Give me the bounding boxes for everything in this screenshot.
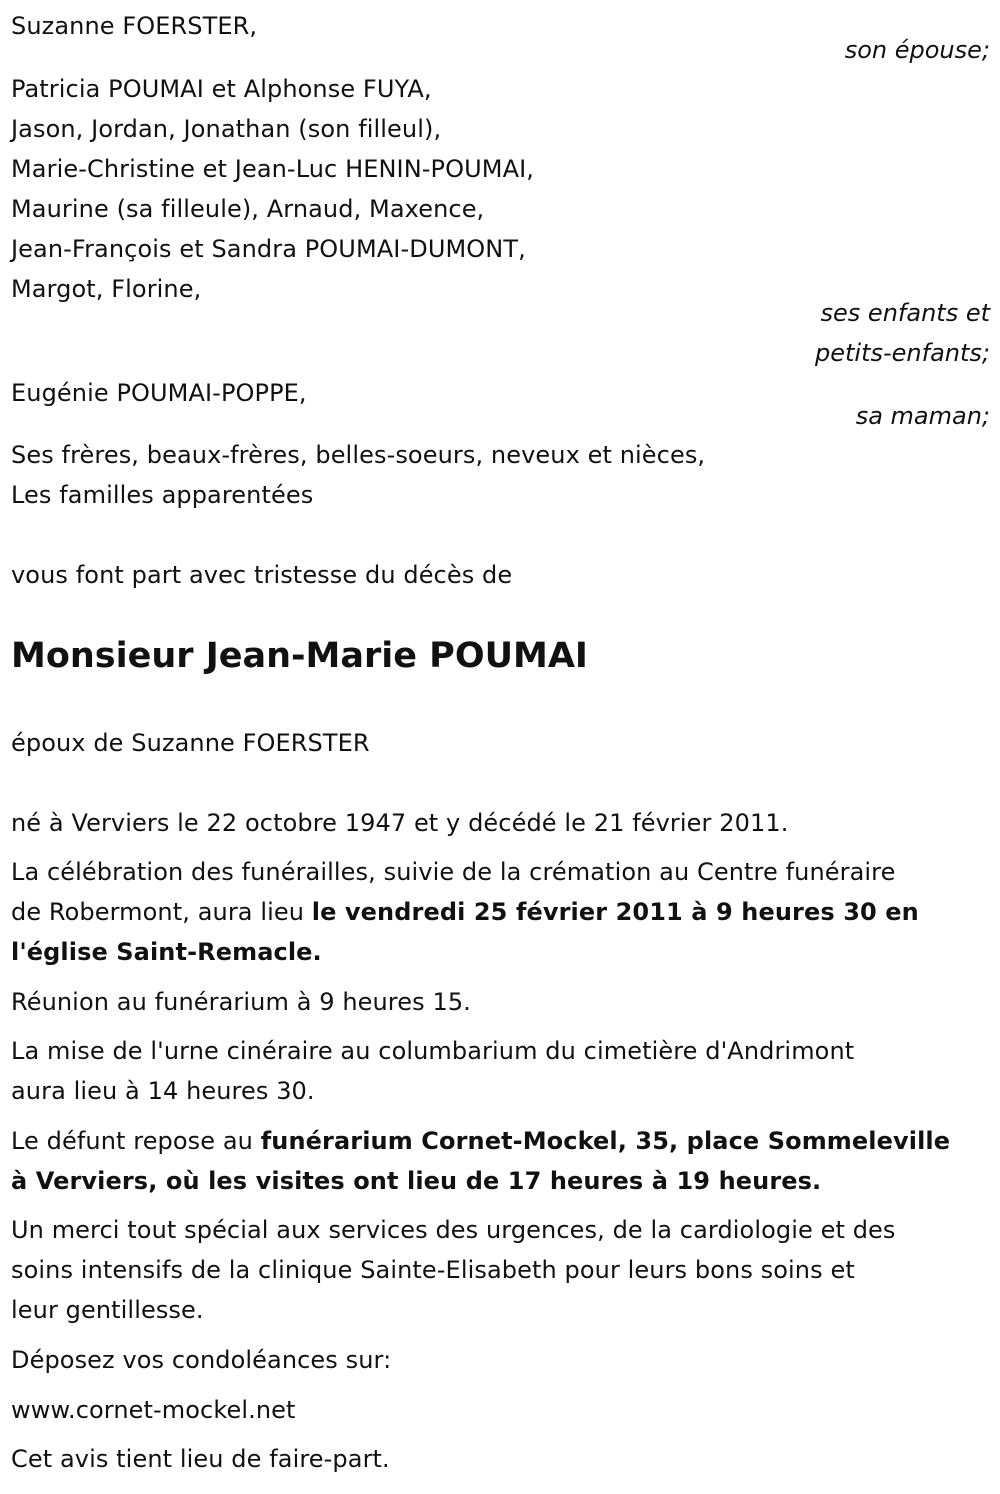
relation-spouse: son épouse; <box>844 36 990 64</box>
family-line-siblings: Ses frères, beaux-frères, belles-soeurs, neveux et nièces, <box>11 441 706 469</box>
family-line-children-3: Marie-Christine et Jean-Luc HENIN-POUMAI, <box>11 155 534 183</box>
thanks-line-3: leur gentillesse. <box>11 1296 204 1324</box>
funeral-line-3 <box>11 932 322 972</box>
meeting-line: Réunion au funérarium à 9 heures 15. <box>11 988 471 1016</box>
family-line-children-4: Maurine (sa filleule), Arnaud, Maxence, <box>11 195 485 223</box>
family-line-children-5: Jean-François et Sandra POUMAI-DUMONT, <box>11 235 526 263</box>
relation-mother: sa maman; <box>855 402 990 430</box>
family-line-children-2: Jason, Jordan, Jonathan (son filleul), <box>11 115 442 143</box>
repose-line-1-bold: funérarium Cornet-Mockel, 35, place Sommeleville <box>260 1127 951 1155</box>
relation-children-2: petits-enfants; <box>815 339 990 367</box>
funeral-line-2 <box>11 892 919 932</box>
repose-line-2-bold: à Verviers, où les visites ont lieu de 17 heures à 19 heures. <box>11 1167 822 1195</box>
funeral-line-1: La célébration des funérailles, suivie de la crémation au Centre funéraire <box>11 858 896 886</box>
funeral-line-3-bold: l'église Saint-Remacle. <box>11 938 322 966</box>
funeral-line-2-plain: de Robermont, aura lieu <box>11 898 312 926</box>
deceased-spouse: époux de Suzanne FOERSTER <box>11 729 370 757</box>
funeral-line-2-bold: le vendredi 25 février 2011 à 9 heures 30 en <box>311 898 919 926</box>
relation-children-1: ses enfants et <box>820 299 990 327</box>
family-line-relatives: Les familles apparentées <box>11 481 314 509</box>
family-line-spouse: Suzanne FOERSTER, <box>11 12 258 40</box>
family-line-mother: Eugénie POUMAI-POPPE, <box>11 379 307 407</box>
urn-line-1: La mise de l'urne cinéraire au columbarium du cimetière d'Andrimont <box>11 1037 855 1065</box>
birth-death-line: né à Verviers le 22 octobre 1947 et y décédé le 21 février 2011. <box>11 809 789 837</box>
thanks-line-1: Un merci tout spécial aux services des urgences, de la cardiologie et des <box>11 1216 896 1244</box>
repose-line-2 <box>11 1161 821 1201</box>
repose-line-1-plain: Le défunt repose au <box>11 1127 261 1155</box>
condolences-link[interactable]: www.cornet-mockel.net <box>11 1396 296 1424</box>
repose-line-1 <box>11 1121 950 1161</box>
thanks-line-2: soins intensifs de la clinique Sainte-Elisabeth pour leurs bons soins et <box>11 1256 855 1284</box>
family-line-children-1: Patricia POUMAI et Alphonse FUYA, <box>11 75 432 103</box>
announcement-text: vous font part avec tristesse du décès de <box>11 561 513 589</box>
footer-note: Cet avis tient lieu de faire-part. <box>11 1445 390 1473</box>
condolences-label: Déposez vos condoléances sur: <box>11 1346 392 1374</box>
urn-line-2: aura lieu à 14 heures 30. <box>11 1077 315 1105</box>
deceased-name: Monsieur Jean-Marie POUMAI <box>11 636 588 676</box>
family-line-children-6: Margot, Florine, <box>11 275 202 303</box>
